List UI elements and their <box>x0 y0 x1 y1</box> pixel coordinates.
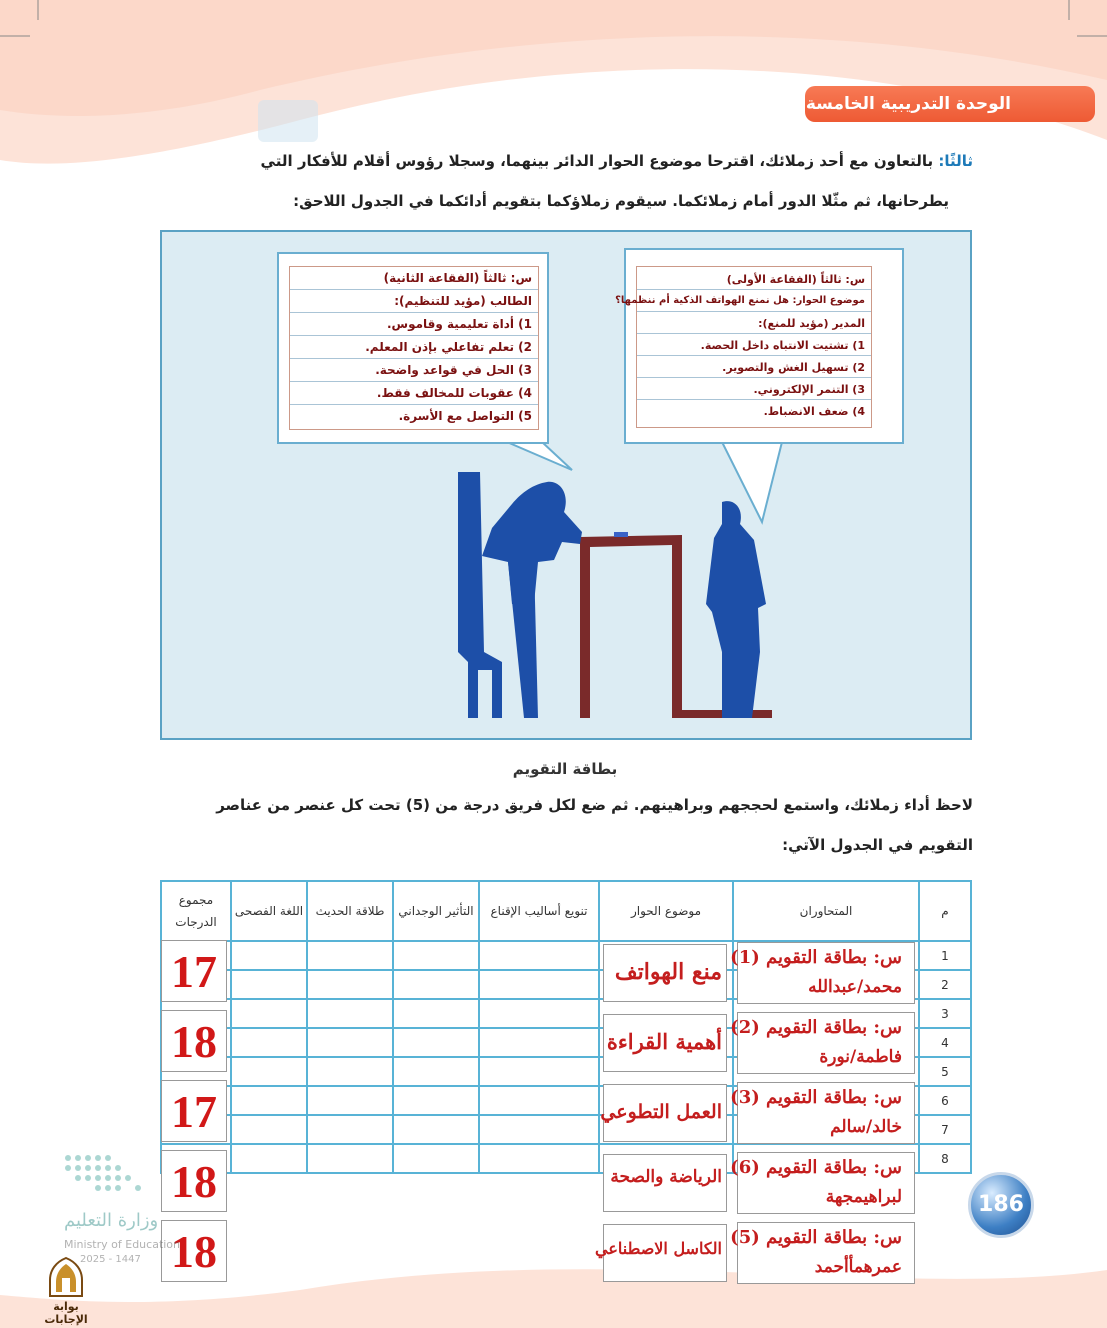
score-cell[interactable] <box>231 999 307 1028</box>
score-cell[interactable] <box>479 970 599 999</box>
bubble-principal-line: المدير (مؤيد للمنع): <box>758 317 865 330</box>
handwritten-topic: أهمية القراءة <box>606 1029 722 1054</box>
handwritten-topic-box <box>595 1224 727 1282</box>
bubble-student-line: 3) الحل في قواعد واضحة. <box>375 363 532 377</box>
score-cell[interactable] <box>393 999 479 1028</box>
bubble-principal-line: 1) تشتيت الانتباه داخل الحصة. <box>700 339 865 352</box>
header-emotional: التأثير الوجداني <box>393 881 479 941</box>
row-number: 8 <box>919 1144 971 1173</box>
handwritten-topic-box <box>603 1014 727 1072</box>
handwritten-card-label: س: بطاقة التقويم (5) <box>730 1227 902 1248</box>
score-cell[interactable] <box>393 1086 479 1115</box>
handwritten-topic: العمل التطوعي <box>600 1101 722 1123</box>
bubble-student-line: 4) عقوبات للمخالف فقط. <box>376 386 532 400</box>
bubble-student-line: 2) تعلم تفاعلي بإذن المعلم. <box>365 340 532 354</box>
ministry-year: 2025 - 1447 <box>80 1254 141 1265</box>
score-cell[interactable] <box>479 1086 599 1115</box>
row-number: 6 <box>919 1086 971 1115</box>
score-cell[interactable] <box>393 941 479 970</box>
row-number: 5 <box>919 1057 971 1086</box>
row-number: 1 <box>919 941 971 970</box>
header-total: مجموع الدرجات <box>161 881 231 941</box>
header-language: اللغة الفصحى <box>231 881 307 941</box>
score-cell[interactable] <box>231 1115 307 1144</box>
score-cell[interactable] <box>393 970 479 999</box>
handwritten-total: 17 <box>161 1080 227 1142</box>
score-cell[interactable] <box>231 1086 307 1115</box>
score-cell[interactable] <box>393 1028 479 1057</box>
row-number: 7 <box>919 1115 971 1144</box>
header-index: م <box>919 881 971 941</box>
handwritten-speakers-box <box>730 942 915 1004</box>
bubble-student-line: 1) أداة تعليمية وقاموس. <box>386 317 532 331</box>
handwritten-card-label: س: بطاقة التقويم (6) <box>730 1157 902 1178</box>
handwritten-card-label: س: بطاقة التقويم (3) <box>730 1087 902 1108</box>
score-cell[interactable] <box>307 1057 393 1086</box>
bubble-student-line: الطالب (مؤيد للتنظيم): <box>394 294 532 308</box>
ministry-name-ar: وزارة التعليم <box>64 1210 159 1231</box>
portal-name: بوابة الإجابات <box>44 1300 88 1326</box>
handwritten-names: خالد/سالم <box>830 1117 902 1137</box>
score-cell[interactable] <box>479 1028 599 1057</box>
card-instruction-1: لاحظ أداء زملائك، واستمع لحججهم وبراهينهم. ثم ضع لكل فريق درجة من (5) تحت كل عنصر من عناصر <box>216 796 973 814</box>
bubble-student-line: س: ثالثاً (الفقاعة الثانية) <box>383 271 532 285</box>
handwritten-topic: منع الهواتف <box>614 959 722 985</box>
handwritten-card-label: س: بطاقة التقويم (2) <box>730 1017 902 1038</box>
score-cell[interactable] <box>479 941 599 970</box>
score-cell[interactable] <box>479 1115 599 1144</box>
bubble-principal-line: 3) التنمر الإلكتروني. <box>753 383 865 396</box>
header-speakers: المتحاوران <box>733 881 919 941</box>
score-cell[interactable] <box>231 1144 307 1173</box>
portal-emblem-icon <box>46 1256 86 1298</box>
handwritten-names: فاطمة/نورة <box>819 1047 902 1067</box>
score-cell[interactable] <box>393 1144 479 1173</box>
handwritten-topic: الكاسل الاصطناعي <box>595 1239 722 1258</box>
score-cell[interactable] <box>479 1144 599 1173</box>
score-cell[interactable] <box>231 1028 307 1057</box>
unit-title-tab: الوحدة التدريبية الخامسة <box>805 86 1095 122</box>
score-cell[interactable] <box>307 1115 393 1144</box>
handwritten-names: محمد/عبدالله <box>808 977 902 997</box>
page-number-badge: 186 <box>968 1172 1034 1238</box>
handwritten-speakers-box <box>730 1222 915 1284</box>
handwritten-total: 17 <box>161 940 227 1002</box>
handwritten-total: 18 <box>161 1150 227 1212</box>
bubble-student-line: 5) التواصل مع الأسرة. <box>398 409 532 423</box>
row-number: 4 <box>919 1028 971 1057</box>
row-number: 3 <box>919 999 971 1028</box>
header-fluency: طلاقة الحديث <box>307 881 393 941</box>
instruction-text-1: بالتعاون مع أحد زملائك، اقترحا موضوع الحوار الدائر بينهما، وسجلا رؤوس أقلام للأفكار التي <box>260 152 934 170</box>
dialogue-illustration <box>160 230 972 740</box>
score-cell[interactable] <box>307 1144 393 1173</box>
score-cell[interactable] <box>307 1086 393 1115</box>
instruction-line-2: يطرحانها، ثم مثّلا الدور أمام زملائكما. سيقوم زملاؤكما بتقويم أدائكما في الجدول اللاحق: <box>293 192 949 210</box>
score-cell[interactable] <box>479 1057 599 1086</box>
ministry-dots-icon <box>60 1150 170 1200</box>
score-cell[interactable] <box>307 1028 393 1057</box>
handwritten-topic-box <box>603 944 727 1002</box>
handwritten-names: عمرهمأأحمد <box>814 1257 902 1277</box>
bubble-principal-line: س: ثالثاً (الفقاعة الأولى) <box>726 273 865 286</box>
speech-bubble-student <box>277 252 549 444</box>
score-cell[interactable] <box>307 970 393 999</box>
score-cell[interactable] <box>393 1057 479 1086</box>
speech-bubble-principal <box>615 248 904 444</box>
header-persuasion: تنويع أساليب الإقناع <box>479 881 599 941</box>
row-number: 2 <box>919 970 971 999</box>
bubble-principal-line: 2) تسهيل الغش والتصوير. <box>722 361 865 374</box>
instruction-line-1 <box>261 152 973 170</box>
portal-logo <box>30 1256 102 1326</box>
card-instruction-2: التقويم في الجدول الآتي: <box>782 836 973 854</box>
score-cell[interactable] <box>393 1115 479 1144</box>
table-header-row <box>161 881 971 941</box>
handwritten-names: لبراهيمجهة <box>825 1187 902 1207</box>
handwritten-topic-box <box>603 1154 727 1212</box>
score-cell[interactable] <box>307 999 393 1028</box>
handwritten-topic: الرياضة والصحة <box>610 1167 722 1187</box>
ministry-name-en: Ministry of Education <box>64 1238 181 1251</box>
score-cell[interactable] <box>307 941 393 970</box>
instruction-lead: ثالثًا: <box>938 152 973 170</box>
handwritten-card-label: س: بطاقة التقويم (1) <box>730 947 902 968</box>
header-topic: موضوع الحوار <box>599 881 733 941</box>
handwritten-speakers-box <box>730 1152 915 1214</box>
bubble-principal-line: 4) ضعف الانضباط. <box>763 405 865 418</box>
handwritten-topic-box <box>600 1084 727 1142</box>
handwritten-speakers-box <box>730 1082 915 1144</box>
score-cell[interactable] <box>231 941 307 970</box>
handwritten-speakers-box <box>730 1012 915 1074</box>
score-cell[interactable] <box>231 970 307 999</box>
evaluation-card-title: بطاقة التقويم <box>512 760 618 778</box>
score-cell[interactable] <box>231 1057 307 1086</box>
handwritten-total: 18 <box>161 1010 227 1072</box>
score-cell[interactable] <box>479 999 599 1028</box>
handwritten-total: 18 <box>161 1220 227 1282</box>
bubble-principal-line: موضوع الحوار: هل نمنع الهواتف الذكية أم ننظمها؟ <box>615 295 865 306</box>
